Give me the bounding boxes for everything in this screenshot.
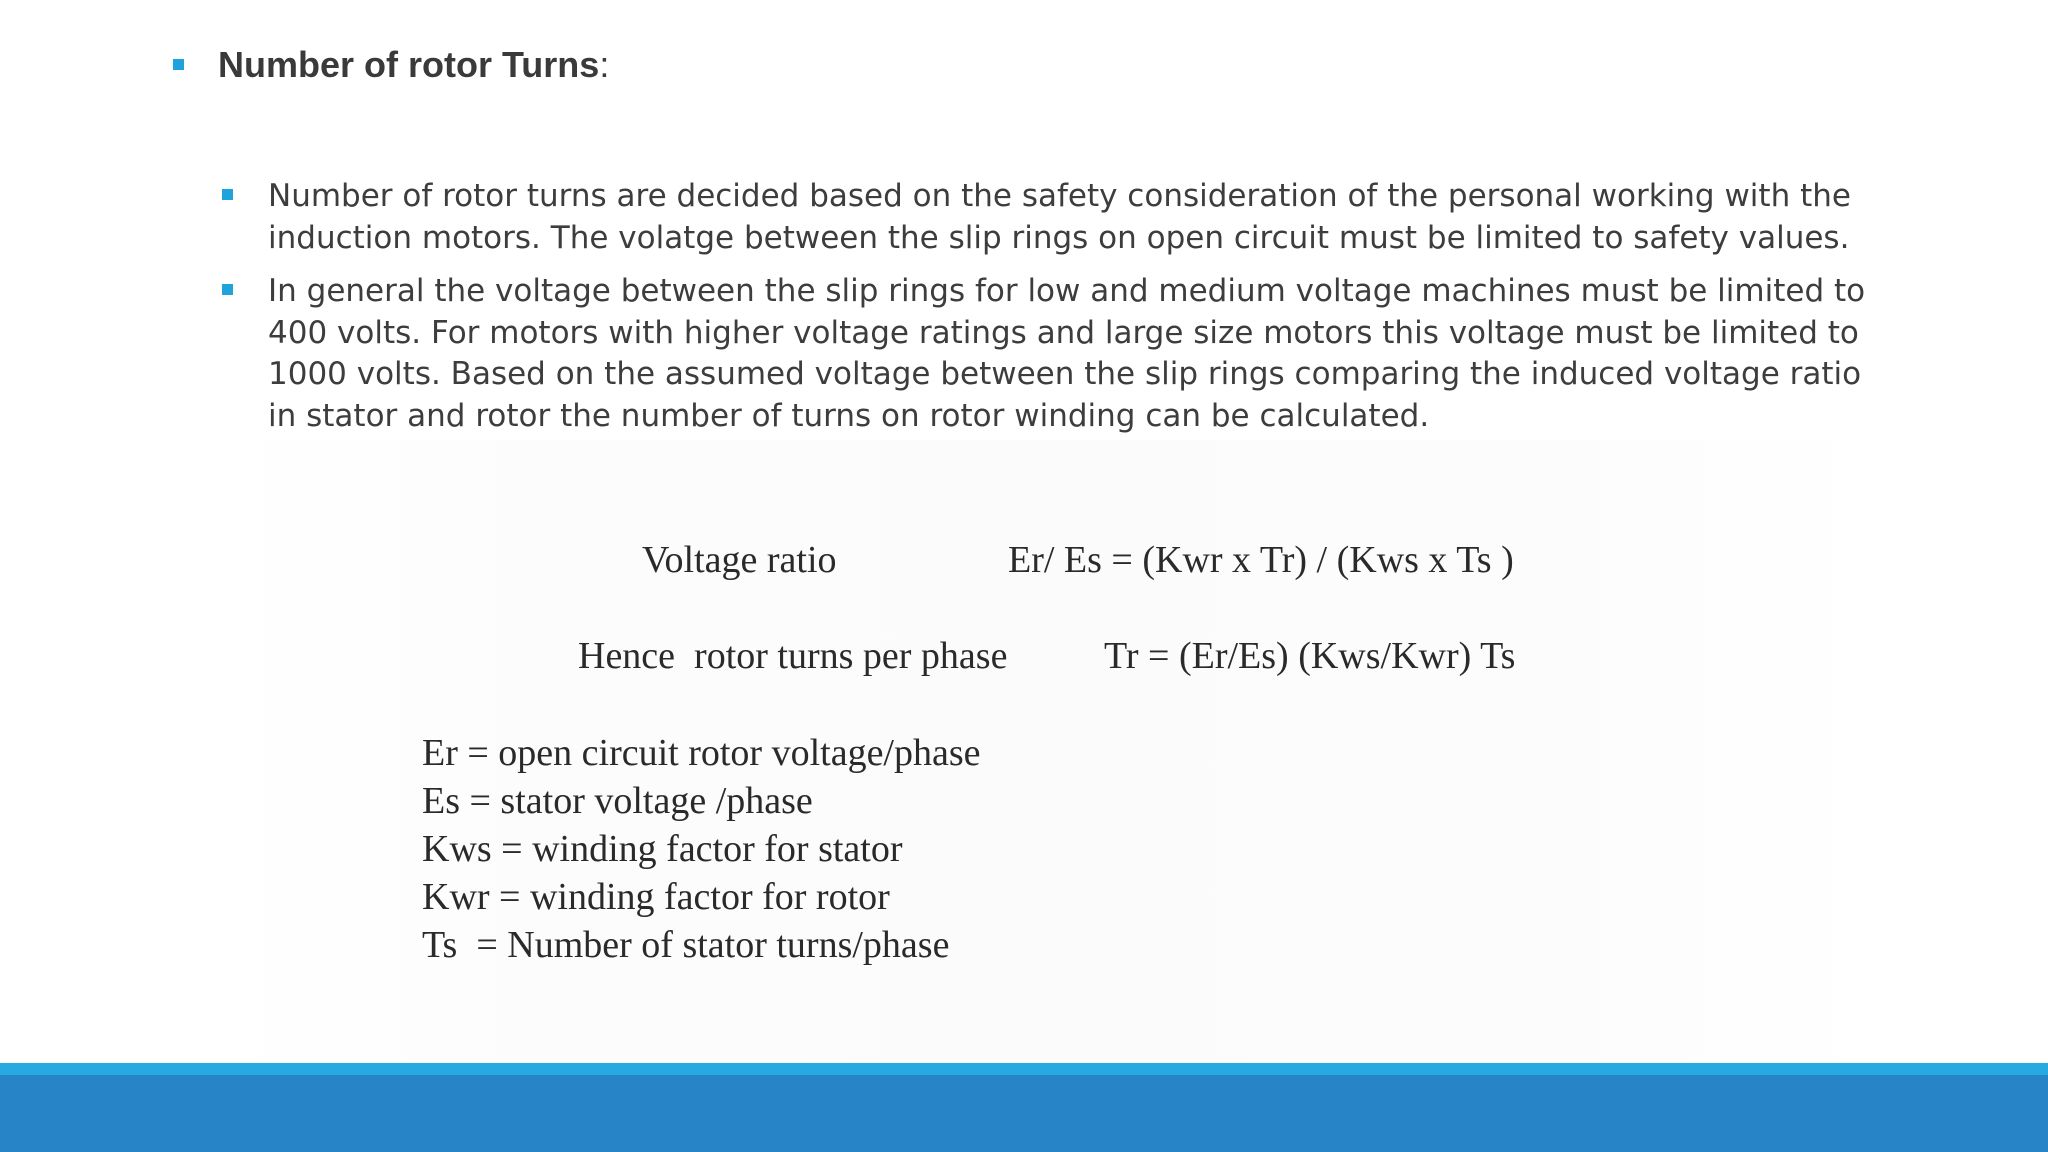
definition-es: Es = stator voltage /phase xyxy=(422,780,813,822)
voltage-ratio-equation: Er/ Es = (Kwr x Tr) / (Kws x Ts ) xyxy=(1008,539,1514,581)
bullet-2-text xyxy=(268,271,1888,437)
heading-bullet-icon xyxy=(173,59,184,70)
bullet-2-icon xyxy=(222,284,233,295)
slide-heading xyxy=(218,44,609,86)
rotor-turns-equation: Tr = (Er/Es) (Kws/Kwr) Ts xyxy=(1104,635,1516,677)
bullet-2-line-4: in stator and rotor the number of turns on rotor winding can be calculated. xyxy=(268,397,1430,434)
bullet-2-line-2: 400 volts. For motors with higher voltage ratings and large size motors this voltage must be limited to xyxy=(268,314,1859,351)
definition-ts: Ts = Number of stator turns/phase xyxy=(422,924,950,966)
bullet-1-line-2: induction motors. The volatge between the slip rings on open circuit must be limited to safety values. xyxy=(268,219,1850,256)
bullet-2-line-1: In general the voltage between the slip rings for low and medium voltage machines must be limited to xyxy=(268,273,1866,309)
footer-bar-light xyxy=(0,1063,2048,1075)
heading-title: Number of rotor Turns xyxy=(218,44,600,85)
bullet-2-line-3: 1000 volts. Based on the assumed voltage between the slip rings comparing the induced voltage ratio xyxy=(268,356,1862,392)
bullet-1-text xyxy=(268,176,1888,259)
rotor-turns-label: Hence rotor turns per phase xyxy=(578,635,1008,677)
voltage-ratio-label: Voltage ratio xyxy=(642,539,837,581)
definition-kwr: Kwr = winding factor for rotor xyxy=(422,876,890,918)
bullet-1-line-1: Number of rotor turns are decided based on the safety consideration of the personal working with the xyxy=(268,178,1851,214)
definition-kws: Kws = winding factor for stator xyxy=(422,828,903,870)
bullet-1-icon xyxy=(222,189,233,200)
definition-er: Er = open circuit rotor voltage/phase xyxy=(422,732,981,774)
heading-suffix: : xyxy=(599,44,610,85)
footer-bar-dark xyxy=(0,1075,2048,1152)
